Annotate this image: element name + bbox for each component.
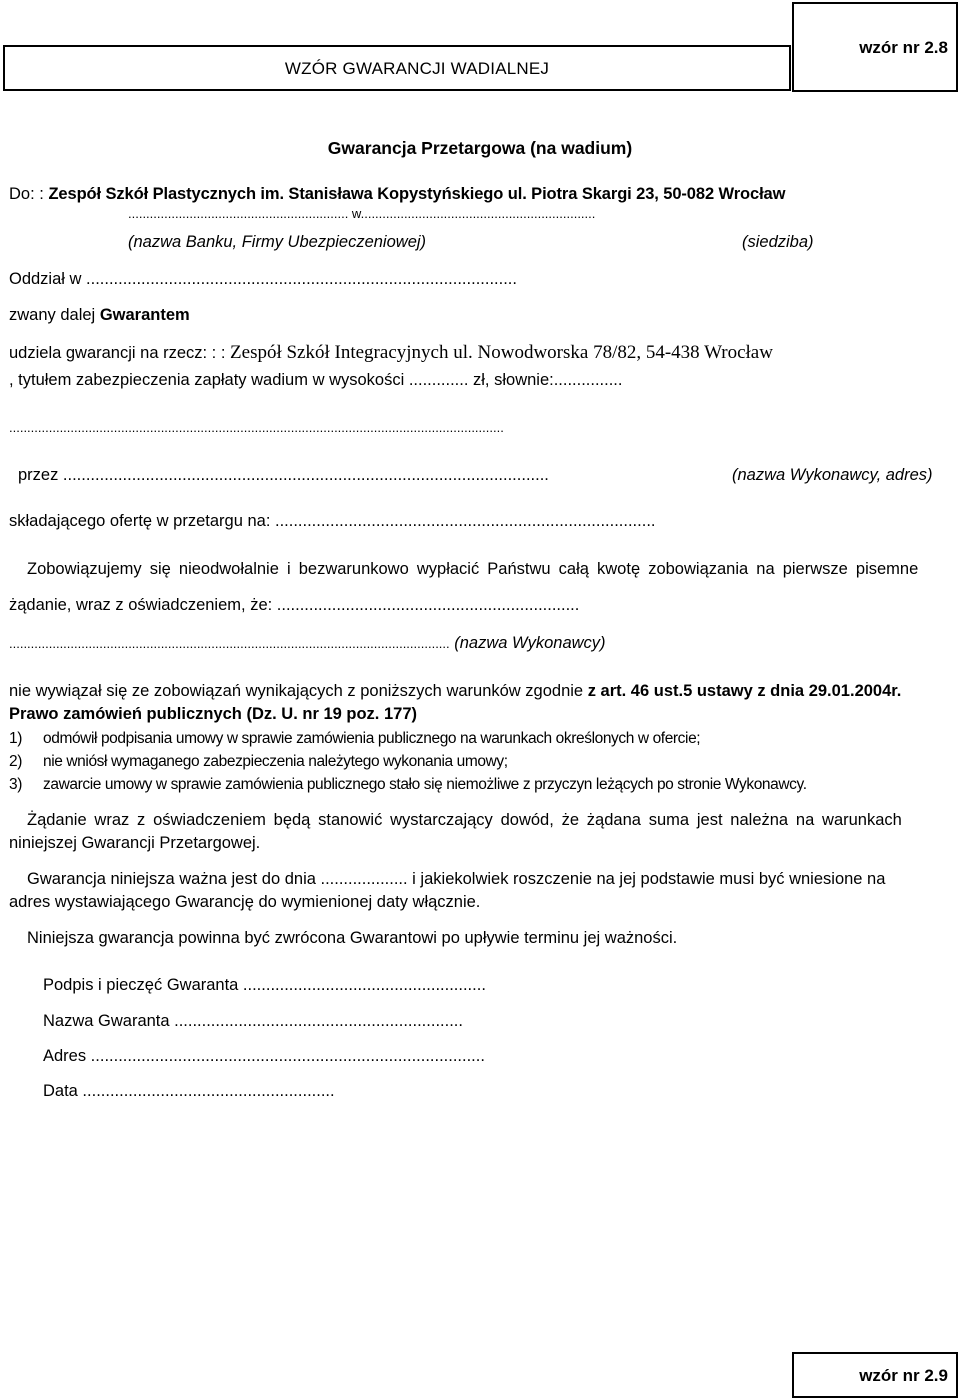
condition-text: nie wniósł wymaganego zabezpieczenia należytego wykonania umowy;: [43, 753, 508, 770]
condition-text: zawarcie umowy w sprawie zamówienia publicznego stało się niemożliwe z przyczyn leżących po stronie Wykonawcy.: [43, 776, 807, 793]
branch-line: Oddział w ..............................................................................................: [9, 270, 517, 288]
grants-line: [9, 342, 773, 364]
validity-paragraph-2: adres wystawiającego Gwarancję do wymienionej daty włącznie.: [9, 893, 481, 911]
contractor-dots: ..........................................................................................................................: [9, 636, 450, 651]
demand-paragraph-1: Żądanie wraz z oświadczeniem będą stanowić wystarczający dowód, że żądana suma jest należna na warunkach: [27, 811, 902, 829]
contractor-label: (nazwa Wykonawcy): [454, 634, 606, 652]
law-line: [9, 705, 417, 724]
seat-label: (siedziba): [742, 233, 814, 251]
address-line: Adres ......................................................................................: [43, 1047, 485, 1065]
condition-number: 1): [9, 730, 22, 747]
beneficiary: Zespół Szkół Integracyjnych ul. Nowodworska 78/82, 54-438 Wrocław: [230, 342, 773, 363]
grants-prefix: udziela gwarancji na rzecz: : :: [9, 344, 231, 362]
form-number-bottom: wzór nr 2.9: [859, 1366, 948, 1385]
guarantor-line: [9, 306, 190, 325]
failed-bold: z art. 46 ust.5 ustawy z dnia 29.01.2004r.: [587, 682, 902, 700]
return-paragraph: Niniejsza gwarancja powinna być zwrócona Gwarantowi po upływie terminu jej ważności.: [27, 929, 678, 947]
guarantor-prefix: zwany dalej: [9, 306, 100, 324]
contractor-line: [9, 634, 606, 653]
guarantor-name: Gwarantem: [99, 306, 190, 324]
obligation-paragraph-2: żądanie, wraz z oświadczeniem, że: ..................................................................: [9, 596, 580, 614]
guarantor-name-line: Nazwa Gwaranta ...............................................................: [43, 1012, 463, 1030]
to-line: [9, 185, 785, 204]
by-label: (nazwa Wykonawcy, adres): [732, 466, 933, 484]
obligation-paragraph: Zobowiązujemy się nieodwołalnie i bezwarunkowo wypłacić Państwu całą kwotę zobowiązania na pierwsze pisemne: [27, 560, 919, 578]
signature-line: Podpis i pieczęć Gwaranta .....................................................: [43, 976, 486, 994]
form-number-top: wzór nr 2.8: [859, 38, 948, 57]
to-prefix: Do: :: [9, 185, 49, 203]
failed-line: [9, 682, 901, 701]
header-title: WZÓR GWARANCJI WADIALNEJ: [284, 59, 550, 78]
by-line: przez ..........................................................................................................: [18, 466, 549, 484]
recipient: Zespół Szkół Plastycznych im. Stanisława Kopystyńskiego ul. Piotra Skargi 23, 50-082 Wrocław: [48, 185, 786, 203]
document-title: Gwarancja Przetargowa (na wadium): [327, 138, 633, 158]
dots-line: .........................................................................................................................................: [9, 420, 504, 435]
condition-number: 3): [9, 776, 22, 793]
amount-line: , tytułem zabezpieczenia zapłaty wadium w wysokości ............. zł, słownie:...............: [9, 371, 623, 389]
date-line: Data .......................................................: [43, 1082, 335, 1100]
header-title-box: [3, 45, 791, 91]
form-number-box-bottom: [792, 1352, 958, 1398]
law-bold: Prawo zamówień publicznych (Dz. U. nr 19 poz.: [9, 705, 380, 723]
condition-text: odmówił podpisania umowy w sprawie zamówienia publicznego na warunkach określonych w ofercie;: [43, 730, 701, 747]
law-end: 177): [379, 705, 417, 723]
failed-text: nie wywiązał się ze zobowiązań wynikających z poniższych warunków zgodnie: [9, 682, 588, 700]
bank-dots: ............................................................. w.................................................................: [128, 206, 596, 221]
validity-paragraph-1: Gwarancja niniejsza ważna jest do dnia ................... i jakiekolwiek roszczenie na jej podstawie musi być wniesione na: [27, 870, 886, 888]
bank-label: (nazwa Banku, Firmy Ubezpieczeniowej): [128, 233, 427, 251]
condition-number: 2): [9, 753, 22, 770]
demand-paragraph-2: niniejszej Gwarancji Przetargowej.: [9, 834, 261, 852]
form-number-box-top: [792, 2, 958, 92]
tender-line: składającego ofertę w przetargu na: ...................................................................................: [9, 512, 656, 530]
